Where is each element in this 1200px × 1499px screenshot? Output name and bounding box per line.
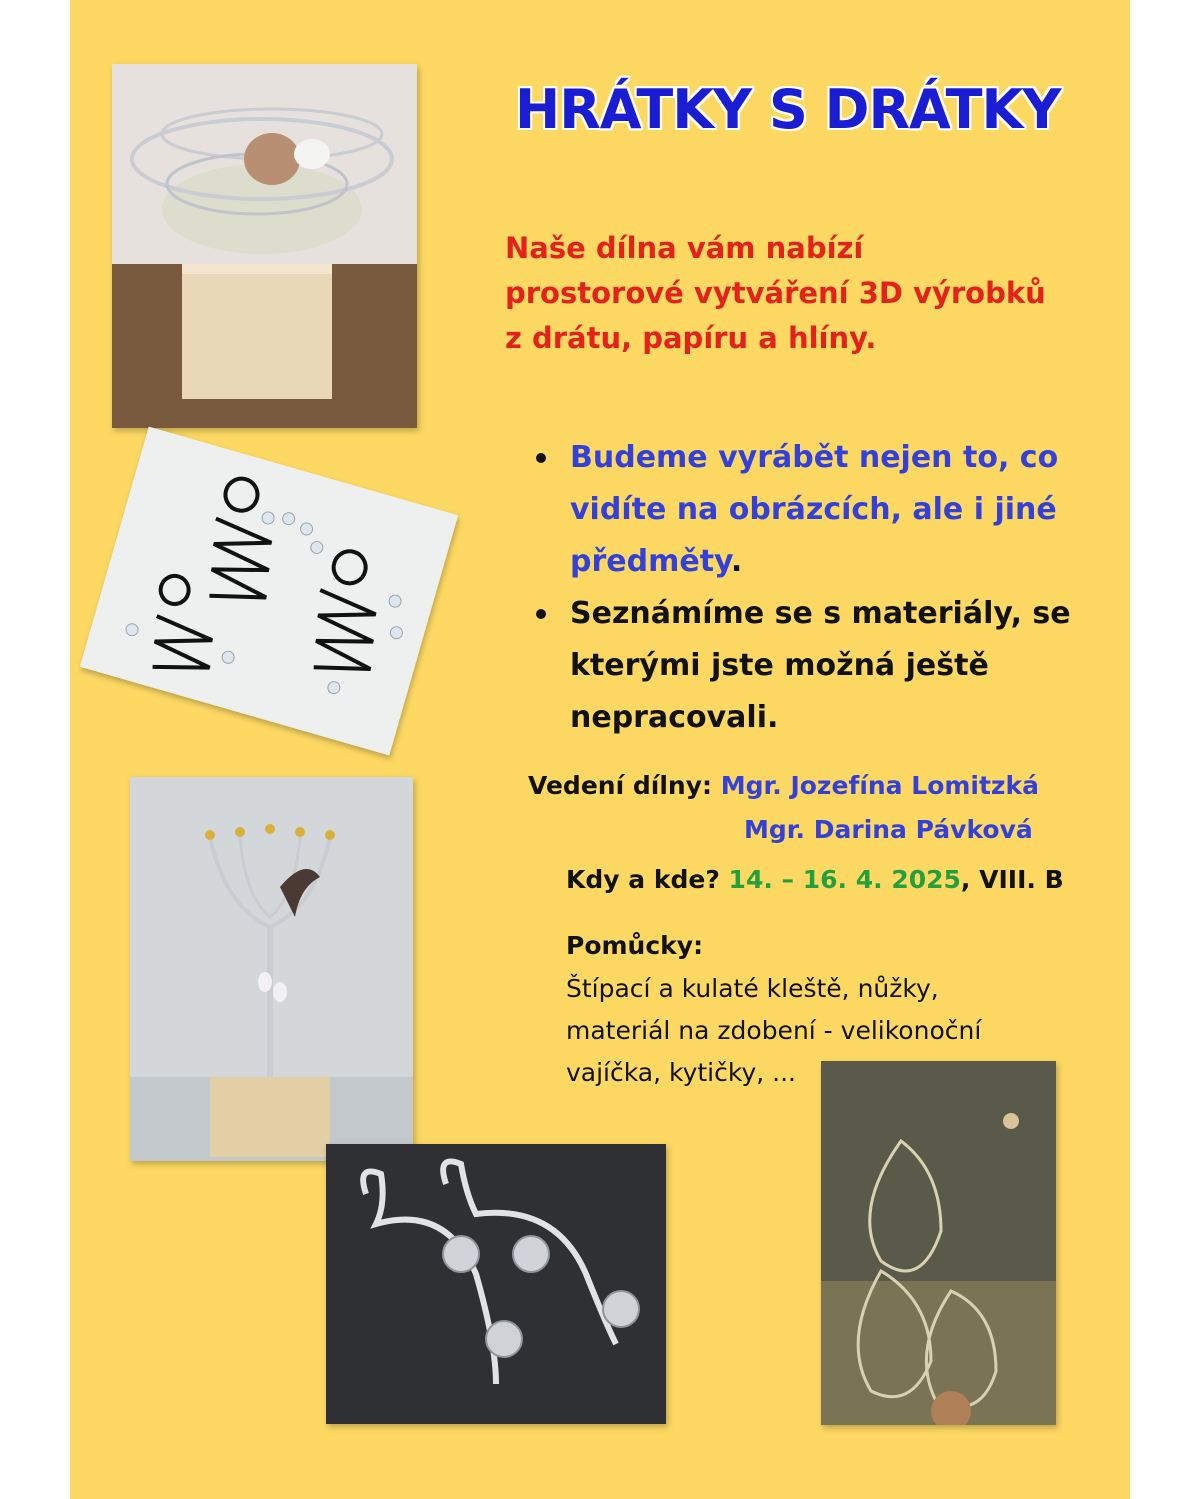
bullet-dot [536,453,546,463]
tools-line: vajíčka, kytičky, ... [566,1058,796,1087]
intro-text [505,226,1130,361]
tools-list [566,968,1086,1094]
bullet-period: . [730,544,743,579]
intro-line: prostorové vytváření 3D výrobků [505,276,1046,310]
bullet-line: kterými jste možná ještě [570,648,989,683]
intro-line: Naše dílna vám nabízí [505,231,864,265]
leader-name: Mgr. Darina Pávková [744,815,1033,844]
photo-wire-figures [80,426,458,755]
when-label: Kdy a kde? [566,865,720,894]
intro-line: z drátu, papíru a hlíny. [505,321,877,355]
bullet-line: Seznámíme se s materiály, se [570,596,1071,631]
photo-wire-earrings [326,1144,666,1424]
page-title: HRÁTKY S DRÁTKY [515,78,1061,141]
bullet-item [570,588,1130,744]
tools-heading: Pomůcky: [566,931,704,960]
poster [70,0,1130,1499]
photo-wire-egg-cages [821,1061,1056,1425]
bullet-dot [536,609,546,619]
bullet-line: nepracovali. [570,700,779,735]
leader-name: Mgr. Jozefína Lomitzká [720,771,1039,800]
tools-line: Štípací a kulaté kleště, nůžky, [566,974,939,1003]
bullet-line: vidíte na obrázcích, ale i jiné [570,492,1057,527]
photo-wire-nest [112,64,417,428]
tools-line: materiál na zdobení - velikonoční [566,1016,982,1045]
bullet-line [570,536,1130,588]
bullet-item [570,432,1130,588]
bullet-line: Budeme vyrábět nejen to, co [570,440,1059,475]
bullet-list [570,432,1130,744]
leaders-row [528,766,1039,806]
photo-wire-tulip [130,777,413,1161]
event-place: , VIII. B [960,865,1064,894]
leaders-label: Vedení dílny [528,771,702,800]
when-where [566,860,1064,900]
bullet-text: předměty [570,544,731,579]
event-date: 14. – 16. 4. 2025 [728,865,961,894]
leaders-colon: : [702,771,712,800]
